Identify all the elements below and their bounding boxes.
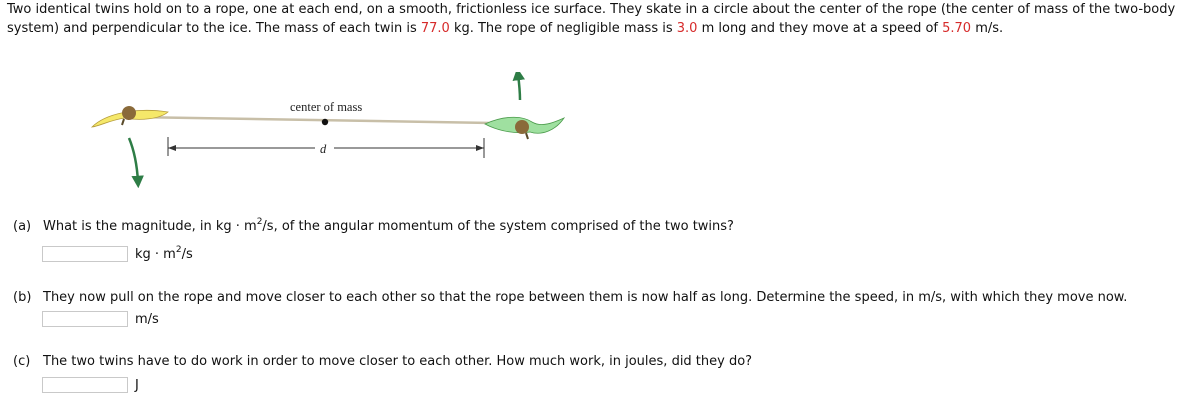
question-b-text: They now pull on the rope and move closer to each other so that the rope between them is now half as long. Determine the speed, in m/s, with which they move now. (43, 290, 1128, 305)
rope (132, 117, 492, 123)
intro-text-1: Two identical twins hold on to a rope, one at each end, on a smooth, frictionless ice surface. They skate in a circle about the center of the rope (the center of mass of the two-body system) and perpendicular to the ice. The mass of each twin is (7, 2, 1176, 36)
question-a-text-1: What is the magnitude, in kg · m (43, 219, 257, 234)
question-b-part: (b) (13, 290, 32, 305)
distance-arrowhead-right (476, 145, 484, 151)
unit-a-main: kg · m (135, 246, 176, 262)
question-c-text: The two twins have to do work in order to move closer to each other. How much work, in joules, did they do? (43, 354, 753, 369)
distance-arrowhead-left (168, 145, 176, 151)
answer-input-b[interactable] (42, 311, 128, 327)
right-twin (485, 117, 564, 139)
rope-length-value: 3.0 (676, 21, 698, 36)
left-motion-arrow (129, 138, 138, 182)
intro-text-2: kg. The rope of negligible mass is (449, 21, 677, 36)
answer-unit-a (135, 244, 193, 262)
question-a-exponent: 2 (256, 217, 263, 227)
twins-figure (80, 72, 580, 197)
mass-value: 77.0 (420, 21, 450, 36)
answer-unit-c: J (135, 377, 139, 393)
intro-text-3: m long and they move at a speed of (697, 21, 943, 36)
question-b (13, 288, 1127, 307)
problem-statement (7, 0, 1197, 38)
question-a-text-2: /s, of the angular momentum of the system comprised of the two twins? (262, 219, 734, 234)
unit-a-tail: /s (181, 246, 193, 262)
unit-a-exponent: 2 (175, 244, 182, 255)
center-of-mass-dot (322, 119, 328, 125)
answer-unit-b: m/s (135, 311, 159, 327)
right-motion-arrow (518, 74, 520, 100)
question-c (13, 352, 752, 371)
answer-row-b (42, 309, 159, 329)
answer-input-c[interactable] (42, 377, 128, 393)
answer-row-a (42, 244, 193, 264)
answer-input-a[interactable] (42, 246, 128, 262)
distance-label: d (320, 142, 327, 156)
center-of-mass-label: center of mass (290, 100, 363, 114)
question-c-part: (c) (13, 354, 31, 369)
answer-row-c (42, 375, 139, 395)
question-a-part: (a) (13, 219, 32, 234)
question-a (13, 217, 734, 236)
speed-value: 5.70 (942, 21, 972, 36)
left-twin (92, 106, 168, 127)
intro-text-4: m/s. (971, 21, 1004, 36)
